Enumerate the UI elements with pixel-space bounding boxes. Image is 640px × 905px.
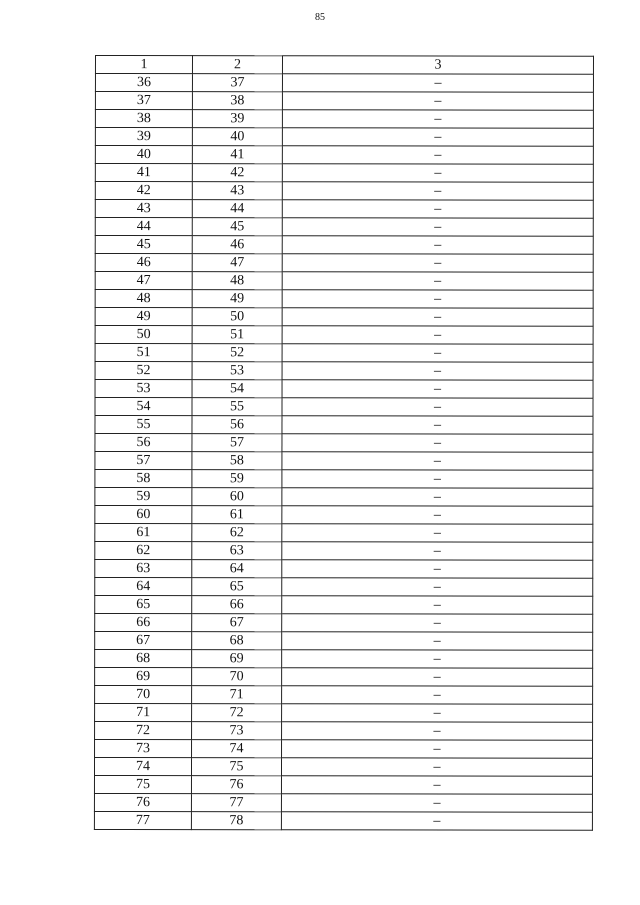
table-cell-col-2: 49	[192, 290, 282, 308]
table-cell-col-2: 44	[192, 200, 282, 218]
table-cell-col-2: 43	[192, 182, 282, 200]
table-row	[95, 452, 593, 471]
table-row	[95, 686, 593, 705]
table-cell-col-2: 56	[192, 416, 282, 434]
table-row	[95, 344, 593, 363]
table-cell-col-3: –	[282, 614, 593, 632]
table-cell-col-1: 62	[95, 542, 192, 560]
table-cell-col-3: –	[281, 776, 592, 794]
table-cell-col-3: –	[282, 200, 593, 218]
table-row	[94, 758, 592, 777]
column-header-2: 2	[192, 56, 282, 74]
table-cell-col-2: 68	[192, 632, 282, 650]
table-cell-col-3: –	[282, 524, 593, 542]
table-cell-col-1: 48	[95, 290, 192, 308]
table-cell-col-1: 75	[94, 776, 191, 794]
table-row	[95, 524, 593, 543]
table-cell-col-3: –	[282, 740, 593, 758]
table-cell-col-2: 69	[192, 650, 282, 668]
table-cell-col-1: 64	[95, 578, 192, 596]
table-cell-col-3: –	[282, 146, 593, 164]
table-cell-col-3: –	[282, 128, 593, 146]
table-cell-col-3: –	[282, 452, 593, 470]
table-row	[95, 362, 593, 381]
table-cell-col-2: 40	[192, 128, 282, 146]
table-cell-col-2: 42	[192, 164, 282, 182]
table-row	[95, 578, 593, 597]
table-cell-col-1: 58	[95, 470, 192, 488]
table-header	[95, 56, 593, 75]
table-row	[95, 596, 593, 615]
table-cell-col-1: 50	[95, 326, 192, 344]
table-cell-col-2: 63	[192, 542, 282, 560]
table-row	[95, 182, 593, 201]
table-cell-col-3: –	[282, 110, 593, 128]
table-cell-col-1: 41	[95, 164, 192, 182]
table-cell-col-2: 71	[192, 686, 282, 704]
table-cell-col-2: 75	[191, 758, 281, 776]
table-cell-col-2: 38	[192, 92, 282, 110]
table-cell-col-1: 38	[95, 110, 192, 128]
table-cell-col-2: 77	[191, 794, 281, 812]
table-cell-col-1: 46	[95, 254, 192, 272]
table-cell-col-2: 64	[192, 560, 282, 578]
table-cell-col-2: 52	[192, 344, 282, 362]
table-row	[95, 398, 593, 417]
table-cell-col-3: –	[282, 74, 593, 92]
table-cell-col-3: –	[282, 164, 593, 182]
table-cell-col-1: 53	[95, 380, 192, 398]
table-cell-col-2: 53	[192, 362, 282, 380]
table-cell-col-3: –	[282, 560, 593, 578]
table-cell-col-3: –	[282, 578, 593, 596]
table-row	[95, 272, 593, 291]
table-cell-col-2: 66	[192, 596, 282, 614]
table-cell-col-1: 37	[95, 92, 192, 110]
table-cell-col-2: 54	[192, 380, 282, 398]
table-cell-col-3: –	[282, 434, 593, 452]
table-cell-col-1: 55	[95, 416, 192, 434]
table-cell-col-1: 71	[95, 704, 192, 722]
table-cell-col-1: 39	[95, 128, 192, 146]
table-cell-col-3: –	[282, 236, 593, 254]
header-row	[95, 56, 593, 75]
table-cell-col-3: –	[282, 362, 593, 380]
table-row	[95, 200, 593, 219]
table-cell-col-3: –	[282, 344, 593, 362]
table-row	[95, 380, 593, 399]
table-cell-col-1: 66	[95, 614, 192, 632]
table-cell-col-2: 58	[192, 452, 282, 470]
table-cell-col-2: 61	[192, 506, 282, 524]
table-cell-col-1: 51	[95, 344, 192, 362]
table-cell-col-3: –	[282, 92, 593, 110]
table-row	[95, 668, 593, 687]
table-cell-col-2: 74	[192, 740, 282, 758]
table-cell-col-3: –	[282, 704, 593, 722]
table-cell-col-2: 41	[192, 146, 282, 164]
table-row	[95, 74, 593, 93]
table-row	[95, 650, 593, 669]
table-cell-col-1: 49	[95, 308, 192, 326]
column-header-1: 1	[95, 56, 192, 74]
table-cell-col-1: 43	[95, 200, 192, 218]
table-cell-col-3: –	[282, 326, 593, 344]
table-cell-col-2: 65	[192, 578, 282, 596]
table-cell-col-3: –	[282, 290, 593, 308]
table-cell-col-1: 70	[95, 686, 192, 704]
table-row	[95, 542, 593, 561]
table-cell-col-1: 68	[95, 650, 192, 668]
table-row	[95, 290, 593, 309]
table-cell-col-1: 36	[95, 74, 192, 92]
table-row	[95, 254, 593, 273]
table-cell-col-1: 56	[95, 434, 192, 452]
table-cell-col-2: 60	[192, 488, 282, 506]
table-cell-col-3: –	[282, 650, 593, 668]
table-cell-col-3: –	[281, 758, 592, 776]
table-cell-col-1: 77	[94, 811, 191, 829]
table-row	[94, 794, 592, 813]
table-cell-col-1: 42	[95, 182, 192, 200]
table-cell-col-3: –	[282, 182, 593, 200]
table-cell-col-1: 44	[95, 218, 192, 236]
table-row	[95, 92, 593, 111]
table-cell-col-3: –	[282, 470, 593, 488]
table-cell-col-2: 70	[192, 668, 282, 686]
table-cell-col-3: –	[281, 812, 592, 830]
table-row	[95, 488, 593, 507]
table-cell-col-2: 78	[191, 812, 281, 830]
table-cell-col-2: 72	[192, 704, 282, 722]
table-row	[95, 110, 593, 129]
table-cell-col-1: 73	[95, 740, 192, 758]
table-cell-col-2: 55	[192, 398, 282, 416]
table-cell-col-3: –	[282, 416, 593, 434]
table-cell-col-2: 62	[192, 524, 282, 542]
table-cell-col-1: 57	[95, 452, 192, 470]
table-row	[95, 614, 593, 633]
table-cell-col-2: 46	[192, 236, 282, 254]
table-cell-col-1: 61	[95, 524, 192, 542]
table-cell-col-2: 59	[192, 470, 282, 488]
data-table	[94, 55, 594, 831]
table-row	[95, 560, 593, 579]
table-cell-col-3: –	[282, 596, 593, 614]
table-row	[94, 776, 592, 795]
table-row	[94, 811, 592, 830]
page-number: 85	[315, 12, 325, 23]
table-cell-col-3: –	[282, 488, 593, 506]
table-row	[95, 236, 593, 255]
table-cell-col-1: 52	[95, 362, 192, 380]
table-cell-col-3: –	[282, 254, 593, 272]
table-cell-col-2: 39	[192, 110, 282, 128]
table-cell-col-2: 76	[191, 776, 281, 794]
table-cell-col-2: 47	[192, 254, 282, 272]
table-cell-col-2: 45	[192, 218, 282, 236]
table-cell-col-1: 60	[95, 506, 192, 524]
table-cell-col-3: –	[282, 668, 593, 686]
table-cell-col-3: –	[281, 794, 592, 812]
table-cell-col-2: 57	[192, 434, 282, 452]
table-row	[95, 128, 593, 147]
table-row	[95, 326, 593, 345]
table-cell-col-1: 54	[95, 398, 192, 416]
table-row	[95, 164, 593, 183]
table-cell-col-2: 73	[192, 722, 282, 740]
table-cell-col-1: 76	[94, 794, 191, 812]
table-row	[95, 704, 593, 723]
table-cell-col-1: 67	[95, 632, 192, 650]
table-body	[94, 74, 593, 831]
table-row	[95, 506, 593, 525]
column-header-3: 3	[282, 56, 593, 74]
table-row	[95, 146, 593, 165]
table-row	[95, 416, 593, 435]
table-cell-col-3: –	[282, 632, 593, 650]
table-cell-col-1: 47	[95, 272, 192, 290]
table-cell-col-1: 40	[95, 146, 192, 164]
table-cell-col-2: 67	[192, 614, 282, 632]
table-cell-col-2: 37	[192, 74, 282, 92]
table-row	[95, 632, 593, 651]
table-cell-col-3: –	[282, 380, 593, 398]
table-cell-col-1: 74	[94, 758, 191, 776]
table-cell-col-3: –	[282, 686, 593, 704]
table-cell-col-3: –	[282, 218, 593, 236]
table-cell-col-1: 65	[95, 596, 192, 614]
table-row	[95, 434, 593, 453]
table-cell-col-2: 50	[192, 308, 282, 326]
table-cell-col-3: –	[282, 398, 593, 416]
table-cell-col-3: –	[282, 272, 593, 290]
table-cell-col-1: 72	[95, 722, 192, 740]
table-cell-col-2: 51	[192, 326, 282, 344]
table-cell-col-1: 69	[95, 668, 192, 686]
table-row	[95, 218, 593, 237]
table-cell-col-3: –	[282, 308, 593, 326]
table-row	[95, 740, 593, 759]
table-cell-col-1: 59	[95, 488, 192, 506]
table-cell-col-3: –	[282, 542, 593, 560]
table-cell-col-3: –	[282, 506, 593, 524]
table-row	[95, 722, 593, 741]
table-row	[95, 308, 593, 327]
table-row	[95, 470, 593, 489]
table-cell-col-1: 63	[95, 560, 192, 578]
table-cell-col-1: 45	[95, 236, 192, 254]
table-cell-col-2: 48	[192, 272, 282, 290]
table-cell-col-3: –	[282, 722, 593, 740]
